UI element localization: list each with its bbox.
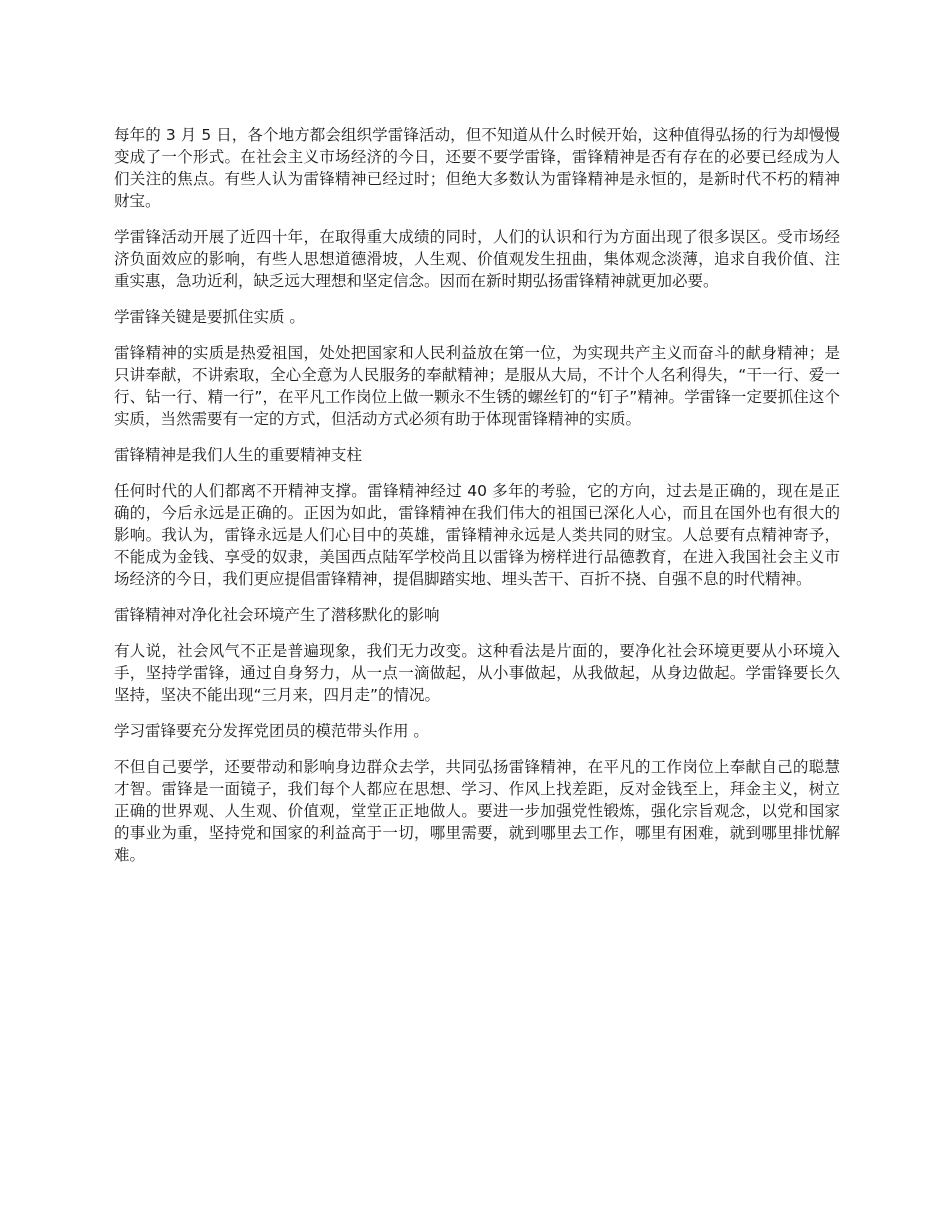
document-body [114, 124, 840, 880]
paragraph-environment: 有人说，社会风气不正是普遍现象，我们无力改变。这种看法是片面的，要净化社会环境更要从小环境入手，坚持学雷锋，通过自身努力，从一点一滴做起，从小事做起，从我做起，从身边做起。学雷锋要长久坚持，坚决不能出现“三月来，四月走”的情况。 [114, 642, 840, 704]
paragraph-essence: 雷锋精神的实质是热爱祖国，处处把国家和人民利益放在第一位，为实现共产主义而奋斗的献身精神；是只讲奉献，不讲索取，全心全意为人民服务的奉献精神；是服从大局，不计个人名利得失，“干一行、爱一行、钻一行、精一行”，在平凡工作岗位上做一颗永不生锈的螺丝钉的“钉子”精神。学雷锋一定要抓住这个实质，当然需要有一定的方式，但活动方式必须有助于体现雷锋精神的实质。 [114, 344, 840, 428]
paragraph-intro: 每年的 3 月 5 日，各个地方都会组织学雷锋活动，但不知道从什么时候开始，这种值得弘扬的行为却慢慢变成了一个形式。在社会主义市场经济的今日，还要不要学雷锋，雷锋精神是否有存在的必要已经成为人们关注的焦点。有些人认为雷锋精神已经过时；但绝大多数认为雷锋精神是永恒的，是新时代不朽的精神财宝。 [114, 126, 840, 210]
section-heading-party-members: 学习雷锋要充分发挥党团员的模范带头作用 。 [114, 722, 429, 740]
paragraph-pillar: 任何时代的人们都离不开精神支撑。雷锋精神经过 40 多年的考验，它的方向，过去是正确的，现在是正确的，今后永远是正确的。正因为如此，雷锋精神在我们伟大的祖国已深化人心，而且在国外也有很大的影响。我认为，雷锋永远是人们心目中的英雄，雷锋精神永远是人类共同的财宝。人总要有点精神寄予，不能成为金钱、享受的奴隶，美国西点陆军学校尚且以雷锋为榜样进行品德教育，在进入我国社会主义市场经济的今日，我们更应提倡雷锋精神，提倡脚踏实地、埋头苦干、百折不挠、自强不息的时代精神。 [114, 482, 840, 588]
paragraph-party-members: 不但自己要学，还要带动和影响身边群众去学，共同弘扬雷锋精神，在平凡的工作岗位上奉献自己的聪慧才智。雷锋是一面镜子，我们每个人都应在思想、学习、作风上找差距，反对金钱至上，拜金主义，树立正确的世界观、人生观、价值观，堂堂正正地做人。要进一步加强党性锻炼，强化宗旨观念，以党和国家的事业为重，坚持党和国家的利益高于一切，哪里需要，就到哪里去工作，哪里有困难，就到哪里排忧解难。 [114, 758, 840, 864]
section-heading-essence: 学雷锋关键是要抓住实质 。 [114, 308, 305, 326]
section-heading-pillar: 雷锋精神是我们人生的重要精神支柱 [114, 446, 363, 464]
paragraph-background: 学雷锋活动开展了近四十年，在取得重大成绩的同时，人们的认识和行为方面出现了很多误区。受市场经济负面效应的影响，有些人思想道德滑坡，人生观、价值观发生扭曲，集体观念淡薄，追求自我价值、注重实惠，急功近利，缺乏远大理想和坚定信念。因而在新时期弘扬雷锋精神就更加必要。 [114, 228, 840, 290]
section-heading-environment: 雷锋精神对净化社会环境产生了潜移默化的影响 [114, 606, 440, 624]
